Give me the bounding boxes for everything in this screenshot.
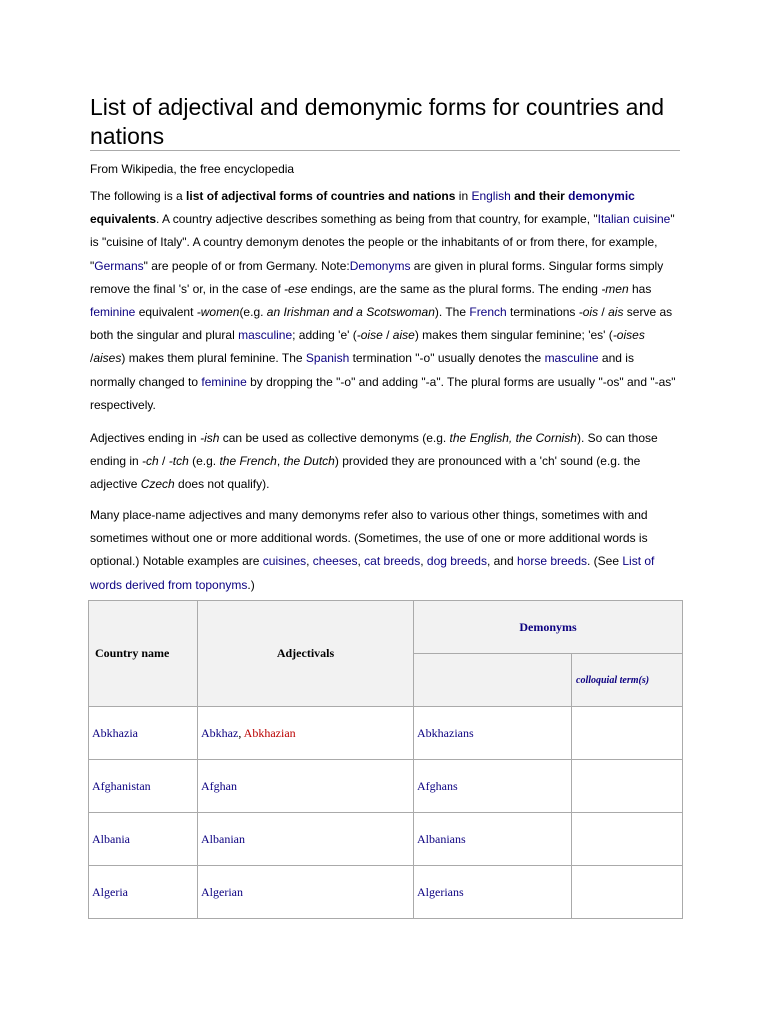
text-run: serve as both the singular and plural xyxy=(90,305,673,343)
text-run: ) makes them plural feminine. The xyxy=(121,351,306,366)
country-cell xyxy=(89,813,198,866)
inline-link[interactable]: masculine xyxy=(238,328,293,343)
inline-link[interactable]: cheeses xyxy=(312,554,358,569)
text-run: -oise xyxy=(356,328,383,343)
table-row xyxy=(89,866,683,919)
text-run: list of adjectival forms of countries and nations xyxy=(186,189,456,203)
text-run: " is "cuisine of Italy". A country demonym denotes the people or the inhabitants of or from there, for example, " xyxy=(90,212,675,273)
demonym-cell xyxy=(414,866,572,919)
text-run: , xyxy=(276,454,284,469)
colloquial-cell xyxy=(572,760,683,813)
text-run: equivalent xyxy=(135,305,197,320)
table-body xyxy=(89,707,683,919)
site-tagline: From Wikipedia, the free encyclopedia xyxy=(90,162,295,176)
header-demonyms-link[interactable]: Demonyms xyxy=(519,619,577,634)
text-run: , xyxy=(420,554,427,569)
colloquial-cell xyxy=(572,707,683,760)
text-run: .) xyxy=(247,577,255,592)
text-run: are given in plural forms. Singular forms simply remove the final 's' or, in the case of xyxy=(90,258,664,296)
adjectival-cell xyxy=(198,866,414,919)
text-run: -women xyxy=(196,305,240,320)
adjectival-cell xyxy=(198,707,414,760)
inline-link[interactable]: List of words derived from toponyms xyxy=(90,554,655,592)
inline-link[interactable]: feminine xyxy=(201,374,247,389)
demonym-cell xyxy=(414,813,572,866)
country-cell xyxy=(89,866,198,919)
separator: , xyxy=(238,725,244,740)
text-run: . (See xyxy=(587,554,623,569)
adjectival-cell xyxy=(198,760,414,813)
text-run: Adjectives ending in xyxy=(90,431,201,445)
inline-link[interactable]: cuisines xyxy=(262,554,307,569)
header-demonyms-blank xyxy=(414,654,572,707)
adjectival-link[interactable]: Abkhazian xyxy=(243,725,296,740)
text-run: and their xyxy=(510,189,569,203)
demonym-link[interactable]: Algerians xyxy=(417,884,464,899)
text-run: can be used as collective demonyms (e.g. xyxy=(219,431,450,445)
header-demonyms[interactable] xyxy=(414,601,683,654)
text-run: -ch xyxy=(142,454,159,469)
intro-paragraph xyxy=(90,185,682,417)
table-row xyxy=(89,760,683,813)
text-run: -oises xyxy=(612,328,645,343)
inline-link[interactable]: horse breeds xyxy=(516,554,588,569)
text-run: ; adding 'e' ( xyxy=(292,328,357,343)
text-run: in xyxy=(455,189,472,203)
text-run: . A country adjective describes something as being from that country, for example, " xyxy=(156,212,598,227)
text-run: -ish xyxy=(200,431,220,445)
text-run: -ois xyxy=(578,305,599,320)
text-run: Czech xyxy=(140,477,175,492)
text-run: ) provided they are pronounced with a 'ch' sound (e.g. the adjective xyxy=(90,454,641,492)
country-link[interactable]: Afghanistan xyxy=(92,778,151,793)
text-run: aises xyxy=(93,351,122,366)
text-run: " are people of or from Germany. Note: xyxy=(143,258,350,273)
adjectival-link[interactable]: Albanian xyxy=(201,831,245,846)
title-divider xyxy=(90,150,680,151)
text-run: -ese xyxy=(284,281,308,296)
inline-link[interactable]: French xyxy=(469,305,507,320)
text-run: ). The xyxy=(434,305,470,320)
text-run: the Dutch xyxy=(283,454,335,469)
adjectival-link[interactable]: Algerian xyxy=(201,884,243,899)
inline-link[interactable]: cat breeds xyxy=(364,554,421,569)
text-run: , xyxy=(306,554,313,569)
text-run: has xyxy=(628,281,652,296)
demonym-link[interactable]: Abkhazians xyxy=(417,725,474,740)
text-run: ) makes them singular feminine; 'es' ( xyxy=(414,328,613,343)
header-colloquial[interactable]: colloquial term(s) xyxy=(572,654,683,707)
adjectival-cell xyxy=(198,813,414,866)
text-run: (e.g. xyxy=(188,454,220,469)
inline-link[interactable]: Italian cuisine xyxy=(597,212,671,227)
text-run: -tch xyxy=(168,454,189,469)
text-run: terminations xyxy=(506,305,579,320)
adjectives-paragraph xyxy=(90,427,682,497)
place-names-paragraph xyxy=(90,504,682,597)
text-run: termination "-o" usually denotes the xyxy=(349,351,545,366)
text-run: / xyxy=(598,305,609,320)
country-link[interactable]: Albania xyxy=(92,831,130,846)
table-row xyxy=(89,707,683,760)
text-run: and is normally changed to xyxy=(90,351,634,389)
text-run: / xyxy=(90,351,94,366)
demonym-cell xyxy=(414,707,572,760)
demonym-link[interactable]: Afghans xyxy=(417,778,458,793)
text-run: aise xyxy=(392,328,415,343)
demonym-cell xyxy=(414,760,572,813)
inline-link[interactable]: Germans xyxy=(94,258,144,273)
header-adjectivals: Adjectivals xyxy=(198,601,414,707)
text-run: , xyxy=(357,554,365,569)
adjectival-link[interactable]: Abkhaz xyxy=(201,725,239,740)
text-run: equivalents xyxy=(90,212,157,227)
inline-link[interactable]: Spanish xyxy=(305,351,350,366)
colloquial-cell xyxy=(572,866,683,919)
adjectival-link[interactable]: Afghan xyxy=(201,778,237,793)
inline-link[interactable]: English xyxy=(471,189,511,203)
country-cell xyxy=(89,707,198,760)
text-run: an Irishman and a Scotswoman xyxy=(266,305,435,320)
country-link[interactable]: Abkhazia xyxy=(92,725,138,740)
page-title: List of adjectival and demonymic forms for countries and nations xyxy=(90,94,664,149)
text-run: (e.g. xyxy=(239,305,267,320)
text-run: Many place-name adjectives and many demonyms refer also to various other things, sometimes with and sometimes without one or more additional words. (Sometimes, the use of one or more additional words is optional.) Notable examples are xyxy=(90,508,648,569)
text-run: / xyxy=(158,454,169,469)
inline-link[interactable]: demonymic xyxy=(568,189,635,203)
demonyms-table xyxy=(88,600,683,919)
demonym-link[interactable]: Albanians xyxy=(417,831,466,846)
colloquial-cell xyxy=(572,813,683,866)
text-run: / xyxy=(382,328,393,343)
text-run: ais xyxy=(608,305,624,320)
inline-link[interactable]: Demonyms xyxy=(349,258,411,273)
text-run: ). So can those ending in xyxy=(90,431,658,469)
inline-link[interactable]: feminine xyxy=(90,305,136,320)
inline-link[interactable]: dog breeds xyxy=(426,554,487,569)
text-run: endings, are the same as the plural forms. The ending xyxy=(307,281,602,296)
table-row xyxy=(89,813,683,866)
text-run: the French xyxy=(219,454,277,469)
text-run: the English, the Cornish xyxy=(449,431,577,445)
text-run: by dropping the "-o" and adding "-a". The plural forms are usually "-os" and "-as" respectively. xyxy=(90,374,676,412)
country-cell xyxy=(89,760,198,813)
text-run: , and xyxy=(486,554,517,569)
text-run: -men xyxy=(601,281,629,296)
text-run: does not qualify). xyxy=(174,477,270,492)
inline-link[interactable]: masculine xyxy=(544,351,599,366)
text-run: The following is a xyxy=(90,189,187,203)
country-link[interactable]: Algeria xyxy=(92,884,128,899)
header-country-name: Country name xyxy=(89,601,198,707)
